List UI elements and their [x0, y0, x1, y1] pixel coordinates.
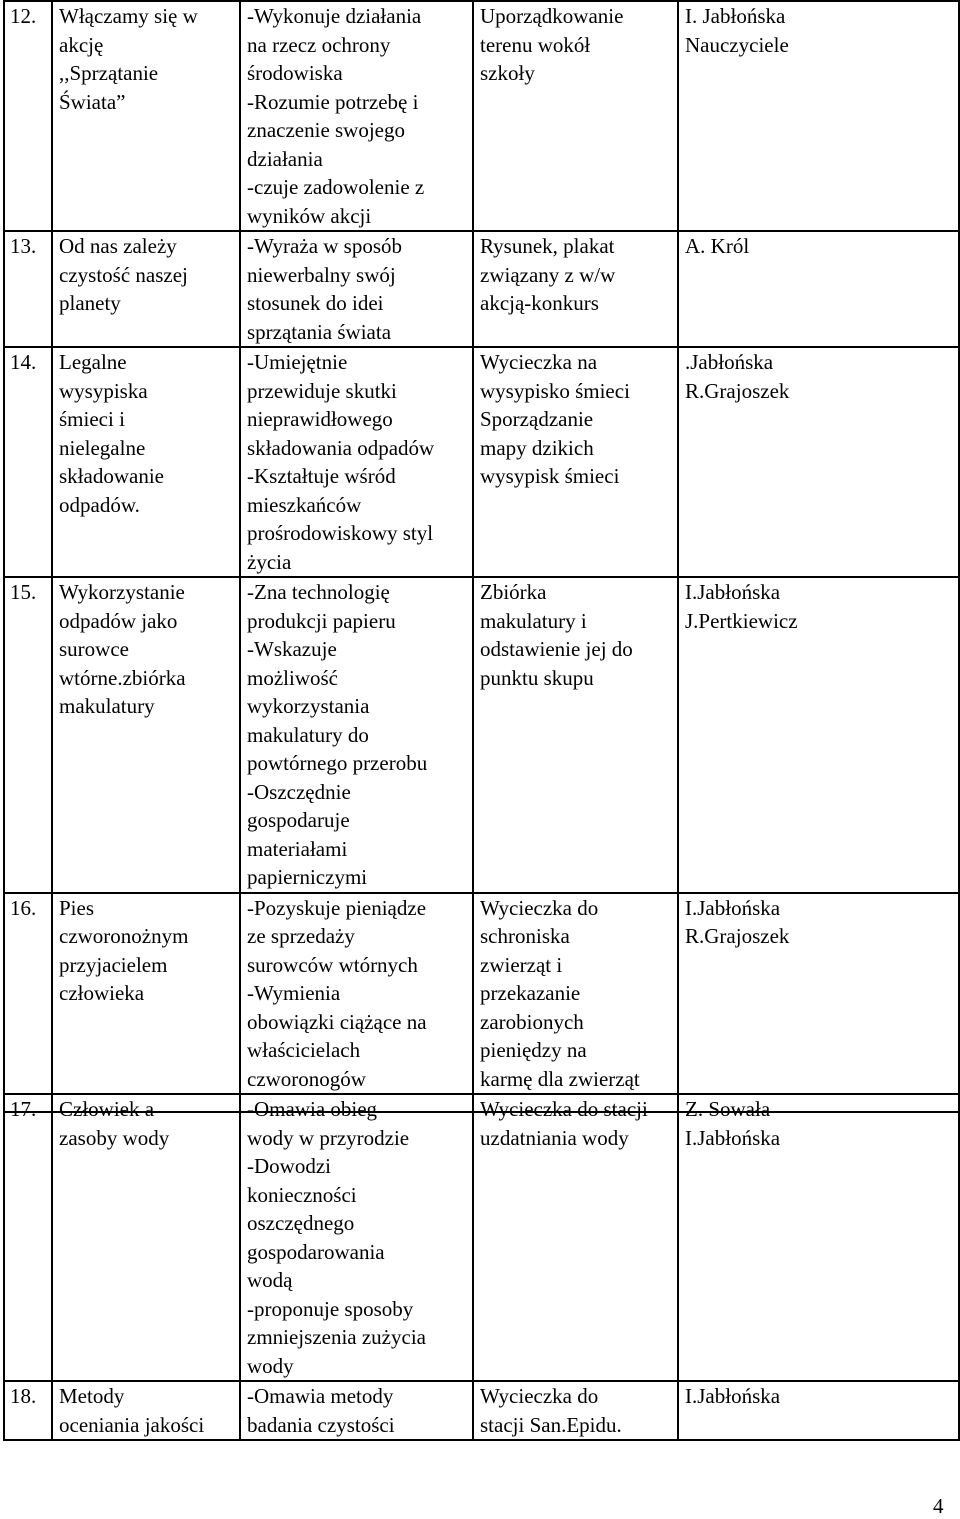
- table-row: [4, 347, 959, 577]
- goals-cell-line: gospodaruje: [247, 808, 350, 832]
- topic-cell-line: Legalne: [59, 350, 127, 374]
- goals-cell-line: wody w przyrodzie: [247, 1125, 410, 1150]
- goals-cell-line: powtórnego przerobu: [247, 751, 428, 775]
- topic-cell-line: planety: [59, 291, 121, 315]
- goals-cell-line: niewerbalny swój: [247, 262, 396, 287]
- topic-cell: [52, 577, 240, 893]
- form-cell-line: szkoły: [480, 61, 535, 85]
- goals-cell-line: przewiduje skutki: [247, 378, 397, 403]
- responsible-cell-line: .Jabłońska: [685, 350, 774, 374]
- form-cell-line: zwierząt i: [480, 952, 563, 977]
- goals-cell-line: materiałami: [247, 836, 348, 861]
- responsible-cell-line: R.Grajoszek: [685, 924, 790, 948]
- goals-cell: [240, 1094, 473, 1381]
- topic-cell-line: czystość naszej: [59, 262, 188, 287]
- topic-cell: [52, 1381, 240, 1440]
- topic-cell-line: surowce: [59, 637, 129, 661]
- form-cell-line: akcją-konkurs: [480, 291, 599, 315]
- goals-cell-line: -Dowodzi: [247, 1154, 331, 1178]
- responsible-cell-line: I.Jabłońska: [685, 895, 781, 920]
- form-cell-line: uzdatniania wody: [480, 1125, 629, 1150]
- form-cell: [473, 1094, 678, 1381]
- topic-cell-line: oceniania jakości: [59, 1412, 205, 1437]
- goals-cell-line: konieczności: [247, 1182, 357, 1207]
- topic-cell-line: wysypiska: [59, 378, 148, 403]
- topic-cell-line: śmieci i: [59, 407, 125, 431]
- responsible-cell-line: R.Grajoszek: [685, 378, 790, 403]
- goals-cell-line: wykorzystania: [247, 694, 370, 718]
- row-number: 13.: [4, 231, 52, 347]
- row-number: 12.: [4, 1, 52, 231]
- form-cell: [473, 1, 678, 231]
- form-cell-line: makulatury i: [480, 608, 587, 633]
- topic-cell: [52, 1094, 240, 1381]
- topic-cell-line: Pies: [59, 895, 95, 920]
- row-number: 14.: [4, 347, 52, 577]
- form-cell-line: wysypisko śmieci: [480, 378, 630, 403]
- responsible-cell-line: J.Pertkiewicz: [685, 608, 798, 633]
- responsible-cell-line: I.Jabłońska: [685, 580, 781, 604]
- goals-cell-line: stosunek do idei: [247, 291, 384, 315]
- goals-cell-line: możliwość: [247, 665, 338, 690]
- goals-cell-line: działania: [247, 146, 323, 171]
- goals-cell-line: środowiska: [247, 61, 343, 85]
- table-row: [4, 1381, 959, 1440]
- topic-cell-line: akcję: [59, 32, 104, 57]
- goals-cell: [240, 893, 473, 1112]
- goals-cell-line: -Oszczędnie: [247, 779, 351, 804]
- form-cell-line: mapy dzikich: [480, 435, 594, 460]
- goals-cell-line: -proponuje sposoby: [247, 1296, 414, 1321]
- topic-cell-line: zasoby wody: [59, 1125, 170, 1150]
- form-cell-line: schroniska: [480, 924, 570, 948]
- row-number: 16.: [4, 893, 52, 1112]
- responsible-cell-line: I.Jabłońska: [685, 1125, 781, 1150]
- topic-cell-line: składowanie: [59, 464, 164, 488]
- table-row: [4, 1, 959, 231]
- form-cell-line: Wycieczka do: [480, 1384, 599, 1408]
- goals-cell-line: gospodarowania: [247, 1239, 385, 1264]
- goals-cell-line: znaczenie swojego: [247, 118, 406, 142]
- goals-cell-line: -Omawia metody: [247, 1384, 394, 1408]
- row-number: 18.: [4, 1381, 52, 1440]
- goals-cell-line: zmniejszenia zużycia: [247, 1325, 426, 1349]
- topic-cell-line: Metody: [59, 1384, 125, 1408]
- topic-cell-line: odpadów jako: [59, 608, 178, 633]
- topic-cell-line: Świata”: [59, 89, 126, 114]
- topic-cell-line: Włączamy się w: [59, 4, 198, 28]
- goals-cell-line: makulatury do: [247, 722, 369, 747]
- topic-cell: [52, 347, 240, 577]
- page-number: 4: [933, 1494, 944, 1518]
- goals-cell-line: mieszkańców: [247, 492, 362, 517]
- goals-cell-line: obowiązki ciążące na: [247, 1009, 427, 1034]
- form-cell: [473, 231, 678, 347]
- goals-cell-line: -czuje zadowolenie z: [247, 175, 425, 199]
- topic-cell-line: wtórne.zbiórka: [59, 665, 186, 690]
- goals-cell-line: -Kształtuje wśród: [247, 464, 396, 488]
- form-cell-line: punktu skupu: [480, 665, 594, 690]
- schedule-table-part1: [3, 0, 960, 1113]
- topic-cell: [52, 893, 240, 1112]
- topic-cell-line: Człowiek a: [59, 1097, 155, 1121]
- form-cell: [473, 577, 678, 893]
- form-cell-line: Wycieczka do: [480, 895, 599, 920]
- topic-cell-line: makulatury: [59, 694, 155, 718]
- goals-cell-line: -Zna technologię: [247, 580, 390, 604]
- form-cell-line: Sporządzanie: [480, 407, 594, 431]
- goals-cell-line: -Wskazuje: [247, 637, 337, 661]
- responsible-cell: [678, 577, 959, 893]
- form-cell-line: odstawienie jej do: [480, 637, 633, 661]
- goals-cell-line: -Rozumie potrzebę i: [247, 89, 419, 114]
- goals-cell-line: nieprawidłowego: [247, 407, 393, 431]
- responsible-cell: [678, 1094, 959, 1381]
- responsible-cell: [678, 347, 959, 577]
- goals-cell-line: składowania odpadów: [247, 435, 435, 460]
- goals-cell-line: -Umiejętnie: [247, 350, 348, 374]
- responsible-cell-line: Z. Sowała: [685, 1097, 771, 1121]
- topic-cell-line: Wykorzystanie: [59, 580, 185, 604]
- table-row: [4, 1094, 959, 1381]
- form-cell-line: związany z w/w: [480, 262, 616, 287]
- goals-cell-line: wody: [247, 1353, 294, 1378]
- responsible-cell-line: Nauczyciele: [685, 32, 789, 57]
- goals-cell-line: produkcji papieru: [247, 608, 396, 633]
- responsible-cell-line: A. Król: [685, 234, 750, 258]
- topic-cell: [52, 1, 240, 231]
- responsible-cell: [678, 1381, 959, 1440]
- responsible-cell-line: I.Jabłońska: [685, 1384, 781, 1408]
- form-cell-line: Uporządkowanie: [480, 4, 624, 28]
- row-number: 15.: [4, 577, 52, 893]
- form-cell-line: stacji San.Epidu.: [480, 1412, 622, 1437]
- form-cell-line: wysypisk śmieci: [480, 464, 620, 488]
- goals-cell-line: oszczędnego: [247, 1211, 355, 1235]
- goals-cell-line: właścicielach: [247, 1038, 361, 1062]
- goals-cell: [240, 347, 473, 577]
- goals-cell-line: ze sprzedaży: [247, 924, 355, 948]
- form-cell: [473, 347, 678, 577]
- goals-cell-line: -Omawia obieg: [247, 1097, 378, 1121]
- row-number: 17.: [4, 1094, 52, 1381]
- goals-cell-line: czworonogów: [247, 1066, 366, 1091]
- goals-cell-line: wodą: [247, 1268, 293, 1292]
- responsible-cell: [678, 1, 959, 231]
- goals-cell-line: -Wykonuje działania: [247, 4, 422, 28]
- responsible-cell-line: I. Jabłońska: [685, 4, 786, 28]
- schedule-table-part2: [3, 1093, 960, 1441]
- topic-cell: [52, 231, 240, 347]
- goals-cell-line: papierniczymi: [247, 865, 368, 889]
- form-cell-line: Zbiórka: [480, 580, 547, 604]
- goals-cell-line: surowców wtórnych: [247, 952, 418, 977]
- goals-cell-line: prośrodowiskowy styl: [247, 521, 434, 545]
- table-row: [4, 893, 959, 1112]
- table-row: [4, 231, 959, 347]
- goals-cell: [240, 1, 473, 231]
- form-cell-line: przekazanie: [480, 981, 581, 1005]
- table-row: [4, 577, 959, 893]
- form-cell-line: Rysunek, plakat: [480, 234, 615, 258]
- goals-cell-line: -Pozyskuje pieniądze: [247, 895, 427, 920]
- goals-cell-line: -Wymienia: [247, 981, 341, 1005]
- topic-cell-line: czworonożnym: [59, 924, 189, 948]
- goals-cell-line: -Wyraża w sposób: [247, 234, 403, 258]
- goals-cell-line: sprzątania świata: [247, 319, 392, 344]
- goals-cell-line: na rzecz ochrony: [247, 32, 391, 57]
- goals-cell-line: wyników akcji: [247, 203, 372, 228]
- form-cell-line: karmę dla zwierząt: [480, 1066, 640, 1091]
- topic-cell-line: Od nas zależy: [59, 234, 177, 258]
- topic-cell-line: nielegalne: [59, 435, 146, 460]
- form-cell-line: Wycieczka do stacji: [480, 1097, 648, 1121]
- goals-cell: [240, 231, 473, 347]
- topic-cell-line: przyjacielem: [59, 952, 168, 977]
- topic-cell-line: człowieka: [59, 981, 145, 1005]
- form-cell-line: terenu wokół: [480, 32, 591, 57]
- goals-cell: [240, 1381, 473, 1440]
- form-cell-line: pieniędzy na: [480, 1038, 587, 1062]
- goals-cell: [240, 577, 473, 893]
- form-cell: [473, 1381, 678, 1440]
- responsible-cell: [678, 893, 959, 1112]
- form-cell: [473, 893, 678, 1112]
- topic-cell-line: ,,Sprzątanie: [59, 61, 159, 85]
- responsible-cell: [678, 231, 959, 347]
- goals-cell-line: badania czystości: [247, 1412, 395, 1437]
- form-cell-line: zarobionych: [480, 1009, 584, 1034]
- goals-cell-line: życia: [247, 549, 292, 574]
- form-cell-line: Wycieczka na: [480, 350, 598, 374]
- topic-cell-line: odpadów.: [59, 492, 140, 517]
